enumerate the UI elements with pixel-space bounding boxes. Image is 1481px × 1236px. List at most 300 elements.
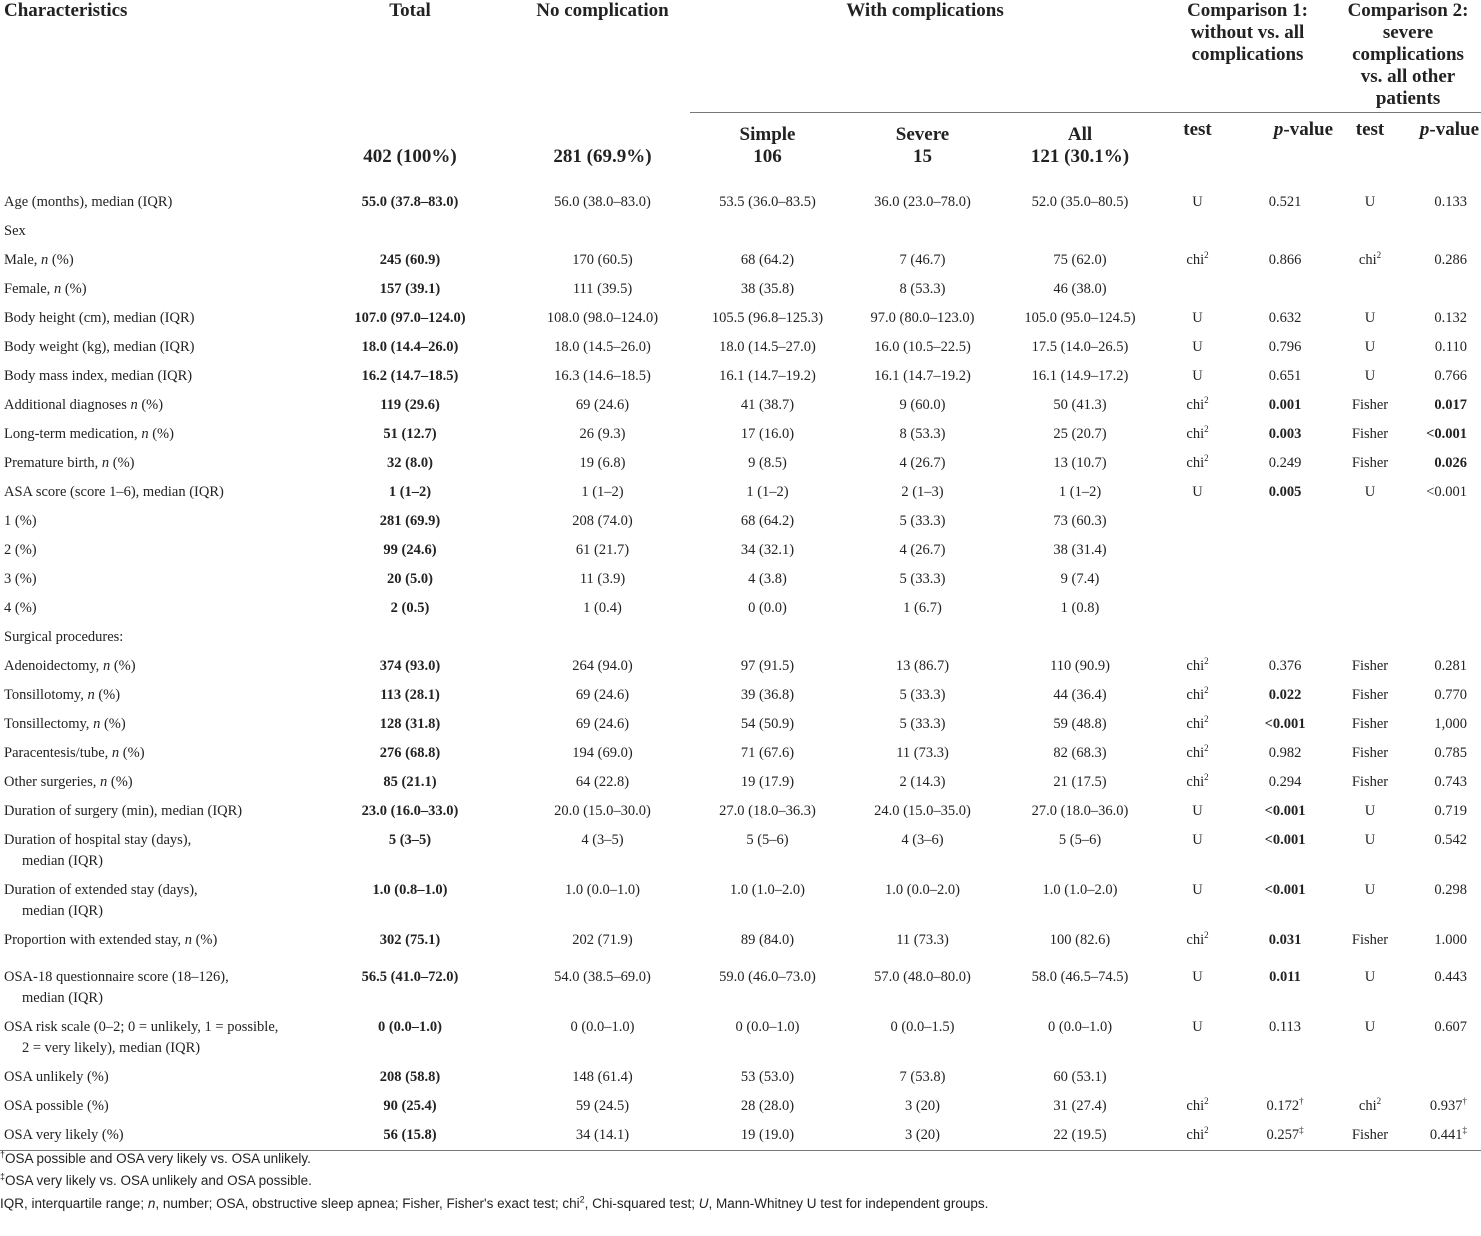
cell-p2: 0.719: [1434, 803, 1468, 819]
cell-severe: 11 (73.3): [896, 932, 949, 948]
cell-p1: 0.632: [1268, 310, 1302, 326]
cell-p2: 0.026: [1434, 455, 1468, 471]
row-label: Surgical procedures:: [4, 629, 124, 645]
row-label: Duration of extended stay (days), median (IQR): [4, 882, 198, 919]
cell-all: 21 (17.5): [1053, 774, 1107, 790]
cell-none: 69 (24.6): [575, 397, 630, 413]
cell-none: 108.0 (98.0–124.0): [546, 310, 659, 326]
cell-severe: 11 (73.3): [896, 745, 949, 761]
table-row: [0, 681, 1481, 710]
cell-all: 1 (0.8): [1060, 600, 1100, 616]
row-label: OSA risk scale (0–2; 0 = unlikely, 1 = possible, 2 = very likely), median (IQR): [4, 1019, 279, 1056]
cell-p2: 0.607: [1434, 1019, 1468, 1035]
cell-simple: 68 (64.2): [740, 252, 795, 268]
cell-p1: 0.982: [1268, 745, 1302, 761]
cell-all: 100 (82.6): [1049, 932, 1111, 948]
cell-t1: chi$^2$: [1186, 453, 1209, 471]
cell-simple: [690, 623, 845, 652]
cell-t2: [1335, 594, 1405, 623]
cell-t1: U: [1192, 194, 1203, 210]
cell-none: 202 (71.9): [572, 932, 633, 948]
table-row: [0, 362, 1481, 391]
cell-none: 0 (0.0–1.0): [570, 1019, 635, 1035]
cell-t2: [1335, 1063, 1405, 1092]
cell-simple: 16.1 (14.7–19.2): [719, 368, 816, 384]
cell-p1: [1235, 594, 1335, 623]
table-row: [0, 955, 1481, 1013]
cell-severe: 4 (3–6): [901, 832, 944, 848]
cell-total: 1 (1–2): [388, 484, 432, 500]
cell-t1: [1160, 623, 1235, 652]
table-row: [0, 536, 1481, 565]
cell-p1: [1235, 217, 1335, 246]
cell-t1: [1160, 565, 1235, 594]
cell-total: 56 (15.8): [305, 1121, 515, 1151]
cell-t1: U: [1192, 339, 1203, 355]
row-label: Body mass index, median (IQR): [4, 368, 193, 384]
cell-p2: 0.281: [1434, 658, 1468, 674]
cell-all: 105.0 (95.0–124.5): [1024, 310, 1136, 326]
cell-p2: [1405, 1063, 1481, 1092]
cell-none: 1.0 (0.0–1.0): [565, 882, 640, 898]
header-test-2: test: [1335, 112, 1405, 180]
cell-t2: chi$^2$: [1358, 1096, 1382, 1114]
table-row: [0, 739, 1481, 768]
cell-t1: chi$^2$: [1186, 743, 1209, 761]
cell-severe: 1 (6.7): [903, 600, 942, 616]
footnote-3: IQR, interquartile range; n, number; OSA, obstructive sleep apnea; Fisher, Fisher's exact test; chi$^2$, Chi-squared test; U, Mann-Whitney U test for independent groups.: [0, 1194, 989, 1211]
table-row: [0, 180, 1481, 217]
cell-all: 50 (41.3): [1053, 397, 1107, 413]
cell-simple: 1 (1–2): [746, 484, 789, 500]
table-row: [0, 449, 1481, 478]
cell-simple: 0 (0.0–1.0): [735, 1019, 800, 1035]
footnote-2: ‡OSA very likely vs. OSA unlikely and OSA possible.: [0, 1171, 312, 1188]
cell-none: 59 (24.5): [575, 1098, 630, 1114]
cell-t2: [1335, 536, 1405, 565]
row-label: OSA very likely (%): [0, 1121, 305, 1151]
cell-t1: chi$^2$: [1186, 395, 1209, 413]
cell-total: 113 (28.1): [380, 687, 440, 703]
table-row: [0, 623, 1481, 652]
cell-t2: Fisher: [1351, 745, 1389, 761]
cell-all: 13 (10.7): [1053, 455, 1107, 471]
cell-t1: U: [1192, 832, 1203, 848]
cell-severe: 3 (20): [845, 1121, 1000, 1151]
table-row: [0, 304, 1481, 333]
cell-t1: chi$^2$: [1186, 930, 1209, 948]
cell-none: 64 (22.8): [575, 774, 630, 790]
cell-severe: 5 (33.3): [899, 687, 946, 703]
cell-p2: 1.000: [1434, 932, 1468, 948]
cell-total: 56.5 (41.0–72.0): [361, 969, 459, 985]
cell-p2: [1405, 565, 1481, 594]
header-pvalue-2: p-value: [1405, 112, 1481, 180]
cell-all: 25 (20.7): [1053, 426, 1107, 442]
table-row: [0, 565, 1481, 594]
cell-t2: U: [1364, 368, 1376, 384]
row-label: OSA-18 questionnaire score (18–126), median (IQR): [4, 969, 229, 1006]
cell-p1: [1235, 536, 1335, 565]
row-label: Tonsillotomy, n (%): [4, 687, 121, 703]
cell-total: 374 (93.0): [379, 658, 441, 674]
cell-simple: [690, 217, 845, 246]
cell-p1: [1235, 565, 1335, 594]
cell-none: 56.0 (38.0–83.0): [554, 194, 651, 210]
cell-p1: <0.001: [1264, 803, 1306, 819]
cell-simple: 59.0 (46.0–73.0): [719, 969, 816, 985]
cell-t1: chi$^2$: [1186, 656, 1209, 674]
cell-p1: 0.172†: [1266, 1096, 1304, 1114]
cell-total: 245 (60.9): [379, 252, 441, 268]
table-row: [0, 876, 1481, 926]
header-characteristics: Characteristics: [4, 0, 128, 21]
cell-p1: <0.001: [1264, 832, 1306, 848]
row-label: 2 (%): [4, 542, 37, 558]
cell-simple: 19 (19.0): [690, 1121, 845, 1151]
table-row: [0, 594, 1481, 623]
cell-severe: 8 (53.3): [899, 426, 946, 442]
cell-none: 4 (3–5): [581, 832, 624, 848]
cell-all: 1.0 (1.0–2.0): [1042, 882, 1118, 898]
cell-total: 18.0 (14.4–26.0): [361, 339, 459, 355]
table-row: [0, 710, 1481, 739]
row-label: Male, n (%): [4, 252, 74, 268]
cell-total: 85 (21.1): [383, 774, 437, 790]
cell-simple: 18.0 (14.5–27.0): [719, 339, 816, 355]
cell-total: 20 (5.0): [387, 571, 433, 587]
cell-all: 5 (5–6): [1058, 832, 1102, 848]
cell-p1: [1235, 275, 1335, 304]
row-label: Body height (cm), median (IQR): [4, 310, 195, 326]
cell-simple: 5 (5–6): [746, 832, 789, 848]
cell-simple: 53.5 (36.0–83.5): [719, 194, 816, 210]
cell-simple: 0 (0.0): [748, 600, 787, 616]
cell-p1: 0.022: [1268, 687, 1302, 703]
cell-t2: Fisher: [1335, 1121, 1405, 1151]
cell-severe: 1.0 (0.0–2.0): [885, 882, 960, 898]
cell-p1: 0.005: [1268, 484, 1302, 500]
cell-t1: chi$^2$: [1186, 1096, 1209, 1114]
row-label: 1 (%): [4, 513, 37, 529]
cell-all: [1000, 623, 1160, 652]
row-label: OSA possible (%): [4, 1098, 109, 1114]
cell-all: 1 (1–2): [1058, 484, 1102, 500]
cell-all: 31 (27.4): [1053, 1098, 1107, 1114]
cell-t2: U: [1364, 310, 1376, 326]
cell-t2: U: [1364, 803, 1376, 819]
cell-p2: 1,000: [1434, 716, 1468, 732]
cell-all: 60 (53.1): [1053, 1069, 1107, 1085]
cell-p1: 0.001: [1268, 397, 1302, 413]
cell-p2: <0.001: [1426, 484, 1468, 500]
row-label: Premature birth, n (%): [4, 455, 135, 471]
cell-none: 18.0 (14.5–26.0): [554, 339, 651, 355]
cell-simple: 54 (50.9): [740, 716, 795, 732]
cell-total: 302 (75.1): [379, 932, 441, 948]
cell-total: [305, 623, 515, 652]
cell-p2: <0.001: [1426, 426, 1468, 442]
cell-p1: 0.294: [1268, 774, 1302, 790]
cell-t2: Fisher: [1351, 774, 1389, 790]
cell-p1: 0.796: [1268, 339, 1302, 355]
cell-total: [305, 217, 515, 246]
cell-p2: 0.298: [1434, 882, 1468, 898]
cell-t1: U: [1192, 368, 1203, 384]
cell-all: [1000, 217, 1160, 246]
cell-total: 128 (31.8): [379, 716, 441, 732]
header-no-comp-n: 281 (69.9%): [553, 146, 652, 167]
table-row: [0, 652, 1481, 681]
cell-t2: Fisher: [1351, 658, 1389, 674]
cell-total: 32 (8.0): [387, 455, 433, 471]
cell-t2: Fisher: [1351, 426, 1389, 442]
row-label: Sex: [4, 223, 26, 239]
cell-p1: [1235, 507, 1335, 536]
cell-t2: U: [1364, 832, 1376, 848]
cell-all: 59 (48.8): [1053, 716, 1107, 732]
cell-p2: 0.770: [1434, 687, 1468, 703]
cell-all: 17.5 (14.0–26.5): [1031, 339, 1129, 355]
cell-simple: 89 (84.0): [740, 932, 795, 948]
table-row: [0, 1013, 1481, 1063]
cell-p1: 0.376: [1268, 658, 1302, 674]
cell-all: 22 (19.5): [1000, 1121, 1160, 1151]
cell-t2: U: [1364, 194, 1376, 210]
cell-t1: U: [1192, 484, 1203, 500]
cell-severe: 36.0 (23.0–78.0): [874, 194, 971, 210]
row-label: 3 (%): [4, 571, 37, 587]
cell-p2: 0.785: [1434, 745, 1468, 761]
cell-total: 276 (68.8): [379, 745, 441, 761]
row-label: 4 (%): [4, 600, 37, 616]
row-label: OSA unlikely (%): [4, 1069, 109, 1085]
cell-t2: U: [1364, 339, 1376, 355]
cell-severe: 2 (14.3): [899, 774, 946, 790]
cell-simple: 97 (91.5): [740, 658, 795, 674]
cell-p1: 0.011: [1269, 969, 1301, 985]
table-row: [0, 246, 1481, 275]
cell-simple: 105.5 (96.8–125.3): [711, 310, 824, 326]
cell-all: 27.0 (18.0–36.0): [1031, 803, 1129, 819]
cell-simple: 28 (28.0): [740, 1098, 795, 1114]
cell-total: 51 (12.7): [383, 426, 437, 442]
table-row: [0, 768, 1481, 797]
cell-all: 58.0 (46.5–74.5): [1031, 969, 1129, 985]
cell-none: 11 (3.9): [579, 571, 626, 587]
cell-severe: 4 (26.7): [899, 542, 946, 558]
cell-t1: [1160, 594, 1235, 623]
cell-t1: chi$^2$: [1186, 424, 1209, 442]
cell-severe: 2 (1–3): [901, 484, 944, 500]
cell-t1: U: [1192, 310, 1203, 326]
header-severe: Severe 15: [845, 112, 1000, 180]
cell-none: 69 (24.6): [575, 716, 630, 732]
cell-all: 75 (62.0): [1053, 252, 1107, 268]
cell-p2: 0.542: [1434, 832, 1468, 848]
cell-none: 1 (1–2): [581, 484, 624, 500]
cell-total: 55.0 (37.8–83.0): [361, 194, 459, 210]
cell-severe: 13 (86.7): [895, 658, 950, 674]
table-row: [0, 826, 1481, 876]
cell-t2: Fisher: [1351, 932, 1389, 948]
cell-severe: 57.0 (48.0–80.0): [874, 969, 971, 985]
cell-all: 46 (38.0): [1053, 281, 1107, 297]
cell-none: 20.0 (15.0–30.0): [554, 803, 651, 819]
table-row: [0, 420, 1481, 449]
cell-severe: 5 (33.3): [899, 716, 946, 732]
cell-p2: [1405, 217, 1481, 246]
cell-severe: 0 (0.0–1.5): [890, 1019, 955, 1035]
table-body: [0, 180, 1481, 1151]
cell-p2: 0.766: [1434, 368, 1468, 384]
cell-none: 69 (24.6): [575, 687, 630, 703]
cell-t1: chi$^2$: [1186, 250, 1209, 268]
cell-t2: Fisher: [1351, 455, 1389, 471]
header-comparison-2: Comparison 2: severe complications vs. all other patients: [1347, 0, 1469, 109]
cell-total: 99 (24.6): [383, 542, 437, 558]
cell-severe: 4 (26.7): [899, 455, 946, 471]
cell-none: 194 (69.0): [572, 745, 633, 761]
cell-t2: [1335, 275, 1405, 304]
row-label: Long-term medication, n (%): [4, 426, 174, 442]
table-row: [0, 478, 1481, 507]
cell-p2: 0.443: [1434, 969, 1468, 985]
cell-t1: [1160, 217, 1235, 246]
cell-none: [515, 623, 690, 652]
cell-severe: 16.0 (10.5–22.5): [874, 339, 971, 355]
cell-p2: 0.133: [1434, 194, 1468, 210]
cell-all: 73 (60.3): [1053, 513, 1107, 529]
cell-p2: 0.132: [1434, 310, 1468, 326]
header-all: All 121 (30.1%): [1000, 112, 1160, 180]
cell-simple: 34 (32.1): [740, 542, 795, 558]
cell-none: 34 (14.1): [515, 1121, 690, 1151]
cell-p1: 0.031: [1268, 932, 1302, 948]
table-row: [0, 217, 1481, 246]
cell-severe: 7 (46.7): [899, 252, 946, 268]
cell-t1: U: [1192, 803, 1203, 819]
cell-t1: chi$^2$: [1160, 1121, 1235, 1151]
cell-severe: 3 (20): [904, 1098, 941, 1114]
table-row: [0, 1121, 1481, 1151]
table-row: [0, 391, 1481, 420]
cell-simple: 19 (17.9): [740, 774, 795, 790]
header-test-1: test: [1160, 112, 1235, 180]
cell-all: 0 (0.0–1.0): [1047, 1019, 1113, 1035]
header-comparison-1: Comparison 1: without vs. all complications: [1187, 0, 1308, 65]
cell-all: 44 (36.4): [1053, 687, 1107, 703]
cell-total: 208 (58.8): [379, 1069, 441, 1085]
cell-t2: U: [1364, 1019, 1376, 1035]
row-label: Duration of hospital stay (days), median (IQR): [4, 832, 192, 869]
cell-all: 38 (31.4): [1053, 542, 1107, 558]
cell-severe: 8 (53.3): [899, 281, 946, 297]
cell-p2: 0.286: [1434, 252, 1468, 268]
cell-none: 61 (21.7): [575, 542, 630, 558]
cell-severe: 7 (53.8): [899, 1069, 946, 1085]
row-label: Proportion with extended stay, n (%): [4, 932, 218, 948]
cell-p2: 0.110: [1434, 339, 1468, 355]
cell-severe: 5 (33.3): [899, 513, 946, 529]
cell-t1: U: [1192, 1019, 1203, 1035]
cell-total: 157 (39.1): [379, 281, 441, 297]
table-row: [0, 333, 1481, 362]
cell-total: 90 (25.4): [383, 1098, 437, 1114]
cell-p1: 0.521: [1268, 194, 1302, 210]
cell-none: 208 (74.0): [572, 513, 633, 529]
row-label: Age (months), median (IQR): [4, 194, 173, 210]
cell-p2: [1405, 594, 1481, 623]
cell-t2: [1335, 217, 1405, 246]
cell-p2: 0.937†: [1429, 1096, 1468, 1114]
cell-none: 1 (0.4): [583, 600, 622, 616]
header-with-complications: With complications: [846, 0, 1004, 21]
cell-p2: 0.743: [1434, 774, 1468, 790]
cell-p2: [1405, 275, 1481, 304]
cell-all: 52.0 (35.0–80.5): [1031, 194, 1129, 210]
table-row: [0, 275, 1481, 304]
cell-p1: [1235, 1063, 1335, 1092]
cell-total: 23.0 (16.0–33.0): [361, 803, 459, 819]
cell-simple: 71 (67.6): [740, 745, 795, 761]
cell-t1: [1160, 536, 1235, 565]
cell-all: 9 (7.4): [1060, 571, 1100, 587]
cell-simple: 41 (38.7): [740, 397, 795, 413]
cell-none: 111 (39.5): [572, 281, 633, 297]
cell-p1: <0.001: [1264, 716, 1306, 732]
cell-p1: 0.866: [1268, 252, 1302, 268]
row-label: Body weight (kg), median (IQR): [4, 339, 195, 355]
cell-severe: 5 (33.3): [899, 571, 946, 587]
cell-t2: [1335, 507, 1405, 536]
cell-t1: chi$^2$: [1186, 685, 1209, 703]
cell-p2: [1405, 623, 1481, 652]
header-total-n: 402 (100%): [363, 146, 457, 167]
cell-t1: [1160, 275, 1235, 304]
cell-p1: 0.113: [1268, 1019, 1302, 1035]
row-label: Paracentesis/tube, n (%): [4, 745, 145, 761]
cell-none: 54.0 (38.5–69.0): [554, 969, 651, 985]
cell-p1: 0.651: [1268, 368, 1302, 384]
cell-none: 264 (94.0): [572, 658, 633, 674]
cell-t2: Fisher: [1351, 716, 1389, 732]
cell-p2: 0.441‡: [1405, 1121, 1481, 1151]
cell-simple: 4 (3.8): [748, 571, 787, 587]
cell-simple: 1.0 (1.0–2.0): [730, 882, 805, 898]
row-label: Tonsillectomy, n (%): [4, 716, 126, 732]
header-no-complication: No complication: [536, 0, 669, 21]
cell-none: 16.3 (14.6–18.5): [554, 368, 651, 384]
cell-total: 1.0 (0.8–1.0): [372, 882, 448, 898]
cell-simple: 9 (8.5): [748, 455, 787, 471]
cell-simple: 27.0 (18.0–36.3): [719, 803, 816, 819]
header-simple: Simple 106: [690, 112, 845, 180]
cell-simple: 53 (53.0): [740, 1069, 795, 1085]
row-label: ASA score (score 1–6), median (IQR): [4, 484, 224, 500]
cell-t2: Fisher: [1351, 687, 1389, 703]
cell-p1: 0.249: [1268, 455, 1302, 471]
cell-t1: [1160, 507, 1235, 536]
cell-none: 26 (9.3): [579, 426, 626, 442]
cell-p1: 0.003: [1268, 426, 1302, 442]
cell-none: 19 (6.8): [579, 455, 626, 471]
cell-p2: 0.017: [1434, 397, 1468, 413]
cell-simple: 17 (16.0): [740, 426, 795, 442]
cell-t2: U: [1364, 969, 1376, 985]
row-label: Duration of surgery (min), median (IQR): [4, 803, 243, 819]
cell-t2: U: [1364, 882, 1376, 898]
